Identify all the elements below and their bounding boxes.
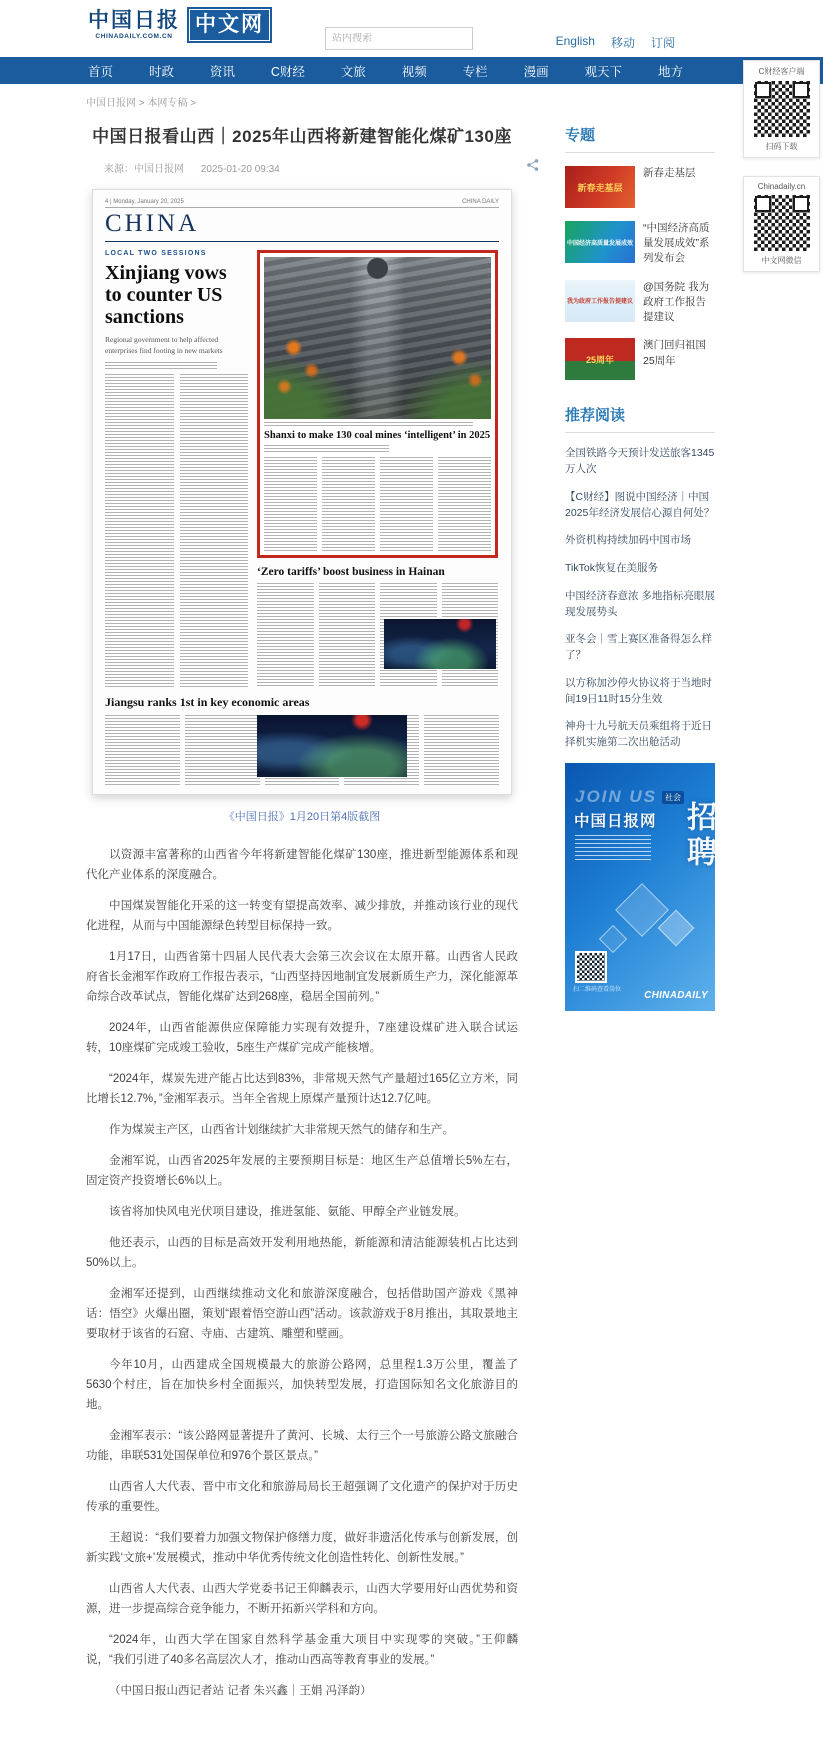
banner-recruit-text: 招聘 [682,800,715,871]
newspaper-kicker: LOCAL TWO SESSIONS [105,250,207,257]
link-english[interactable]: English [555,34,595,48]
newspaper-date: 4 | Monday, January 20, 2025 [105,199,184,205]
breadcrumb-separator: > [138,98,145,109]
image-caption: 《中国日报》1月20日第4版截图 [223,811,381,823]
article-paragraph: 山西省人大代表、山西大学党委书记王仰麟表示，山西大学要用好山西优势和资源，进一步提高综合竞争能力，不断开拓新兴学科和方向。 [86,1583,518,1615]
banner-cube-decoration [599,925,627,953]
newspaper-text-column [319,583,376,688]
article-meta [86,160,518,175]
nav-columns[interactable]: 专栏 [462,64,488,79]
article-paragraph: 作为煤炭主产区，山西省计划继续扩大非常规天然气的储存和生产。 [109,1124,454,1136]
recommended-item[interactable]: 亚冬会｜雪上赛区准备得怎么样了？ [565,633,712,662]
content [0,84,823,1742]
recommended-item[interactable]: 全国铁路今天预计发送旅客1345万人次 [565,447,715,476]
article-paragraph: 该省将加快风电光伏项目建设，推进氢能、氨能、甲醇全产业链发展。 [109,1206,466,1218]
nav-video[interactable]: 视频 [401,64,427,79]
newspaper-text-column [105,374,174,688]
newspaper-text-column [380,457,433,551]
newspaper-section-label: CHINA [105,208,499,242]
breadcrumb-home[interactable]: 中国日报网 [86,98,136,109]
logo-domain: CHINADAILY.COM.CN [95,33,173,40]
newspaper-page-image [92,189,512,795]
banner-join-us-text: JOIN US [575,786,658,806]
topic-thumbnail: 新春走基层 [565,166,635,208]
recommended-item[interactable]: 神舟十九号航天员乘组将于近日择机实施第二次出舱活动 [565,720,712,749]
article-column [86,84,518,1712]
link-mobile[interactable]: 移动 [610,36,635,50]
wechat-qr-box [743,176,820,272]
article-paragraph: 山西省人大代表、晋中市文化和旅游局局长王超强调了文化遗产的保护对于历史传承的重要性。 [86,1481,518,1513]
hainan-port-photo [384,619,496,669]
article-paragraph: 金湘军还提到，山西继续推动文化和旅游深度融合，包括借助国产游戏《黑神话：悟空》火爆出圈，策划“跟着悟空游山西”活动。该款游戏于8月推出，其取景地主要取材于该省的石窟、寺庙、古建筑、雕塑和壁画。 [86,1288,518,1340]
newspaper-lead-article [105,250,248,688]
breadcrumb-section[interactable]: 本网专稿 [147,98,188,109]
share-icon [526,158,540,172]
newspaper-folio [105,199,499,208]
highlighted-article-box [257,250,498,558]
recommended-item[interactable]: 以方称加沙停火协议将于当地时间19日11时15分生效 [565,676,712,705]
wechat-qr-caption: 中文网微信 [761,256,802,265]
recommended-item[interactable]: 中国经济春意浓 多地指标亮眼展现发展势头 [565,589,715,618]
header-links [556,34,675,51]
jiangsu-headline: Jiangsu ranks 1st in key economic areas [105,695,310,709]
banner-qr-caption: 扫二维码查看岗位 [573,986,622,993]
topic-label: 新春走基层 [643,167,696,179]
article-body [86,845,518,1701]
article-paragraph: 王超说：“我们要着力加强文物保护修缮力度，做好非遗活化传承与创新发展，创新实践‘文旅+’发展模式，推动中华优秀传统文化创造性转化、创新性发展。” [86,1532,518,1564]
search-input[interactable] [326,33,470,44]
site-header [0,0,823,57]
article-source: 来源：中国日报网 [104,164,184,175]
article-paragraph: 中国煤炭智能化开采的这一转变有望提高效率、减少排放，并推动该行业的现代化进程，从而与中国能源绿色转型目标保持一致。 [86,900,518,932]
nav-regional[interactable]: 地方 [657,64,683,79]
banner-fine-print [575,835,651,863]
article-paragraph: 今年10月，山西建成全国规模最大的旅游公路网，总里程1.3万公里，覆盖了5630个村庄，旨在加快乡村全面振兴，加快转型发展，打造国际知名文化旅游目的地。 [86,1359,518,1411]
recommended-heading: 推荐阅读 [565,404,715,433]
article-paragraph: 以资源丰富著称的山西省今年将新建智能化煤矿130座，推进新型能源体系和现代化产业体系的深度融合。 [86,849,518,881]
wechat-qr-code [754,195,810,251]
topic-item[interactable] [565,221,715,267]
nav-comics[interactable]: 漫画 [523,64,549,79]
article-paragraph: 金湘军表示：“该公路网显著提升了黄河、长城、太行三个一号旅游公路文旅融合功能，串联531处国保单位和976个景区景点。” [86,1430,518,1462]
highlighted-byline [264,445,389,452]
newspaper-text-column [185,715,260,787]
topic-item[interactable] [565,280,715,326]
article-paragraph: “2024年，煤炭先进产能占比达到83%，非常规天然气产量超过165亿立方米，同比增长12.7%，”金湘军表示。当年全省规上原煤产量预计达12.7亿吨。 [86,1073,518,1105]
newspaper-text-column [180,374,249,688]
article-paragraph: 他还表示，山西的目标是高效开发利用地热能，新能源和清洁能源装机占比达到50%以上。 [86,1237,518,1269]
topic-thumbnail: 25周年 [565,338,635,380]
newspaper-text-column [322,457,375,551]
nav-home[interactable]: 首页 [88,64,114,79]
recommended-item[interactable]: 外资机构持续加码中国市场 [565,534,691,547]
topic-label: @国务院 我为政府工作报告提建议 [643,280,710,324]
breadcrumb [86,94,518,109]
newspaper-text-column [424,715,499,787]
newspaper-text-column [438,457,491,551]
article-paragraph: 金湘军说，山西省2025年发展的主要预期目标是：地区生产总值增长5%左右，固定资产投资增长6%以上。 [86,1155,518,1187]
topics-heading: 专题 [565,124,715,153]
breadcrumb-separator: > [190,98,197,109]
site-logo[interactable] [88,7,272,43]
pingyao-ancient-city-photo [264,257,491,419]
nav-culture-travel[interactable]: 文旅 [340,64,366,79]
nav-finance[interactable]: C财经 [270,64,305,79]
recommended-section [565,404,715,751]
logo-chinese-web-badge: 中文网 [187,7,272,43]
banner-chinadaily-logo: CHINADAILY [644,989,708,1001]
hainan-article [257,565,498,688]
article-paragraph: “2024年，山西大学在国家自然科学基金重大项目中实现零的突破。”王仰麟说，“我们引进了40多名高层次人才，推动山西高等教育事业的发展。” [86,1634,518,1666]
topic-label: 澳门回归祖国25周年 [643,339,706,367]
page-title: 中国日报看山西｜2025年山西将新建智能化煤矿130座 [92,127,512,146]
topic-label: “中国经济高质量发展成效”系列发布会 [643,222,710,265]
sidebar [565,84,715,1712]
highlighted-headline: Shanxi to make 130 coal mines ‘intelligent’ in 2025 [264,430,491,441]
logo-chinese-title: 中国日报 [88,8,180,32]
app-qr-box [743,60,820,158]
recruitment-banner[interactable] [565,763,715,1011]
nav-news[interactable]: 资讯 [209,64,235,79]
logo-wordmark [88,10,180,40]
banner-badge: 社会 [662,791,684,804]
newspaper-text-column [257,583,314,688]
newspaper-lead-byline [105,362,217,369]
topic-thumbnail: 我为政府工作报告提建议 [565,280,635,322]
topic-thumbnail: 中国经济高质量发展成效 [565,221,635,263]
search-box [325,27,473,50]
qr-panel [743,60,820,290]
newspaper-lead-headline: Xinjiang vows to counter US sanctions [105,262,227,328]
app-qr-title: C财经客户端 [758,67,805,76]
app-qr-code [754,81,810,137]
newspaper-lead-deck: Regional government to help affected enterprises find footing in new markets [105,335,223,355]
newspaper-text-column [105,715,180,787]
topic-item[interactable] [565,166,715,208]
wechat-qr-title: Chinadaily.cn [757,182,806,191]
article-datetime: 2025-01-20 09:34 [200,164,280,175]
banner-brand: 中国日报网 [574,812,657,830]
hainan-headline: ‘Zero tariffs’ boost business in Hainan [257,566,445,578]
topic-item[interactable] [565,338,715,380]
article-paragraph: 2024年，山西省能源供应保障能力实现有效提升，7座建设煤矿进入联合试运转，10座煤矿完成竣工验收，5座生产煤矿完成产能核增。 [86,1022,518,1054]
share-button[interactable] [526,158,540,175]
nav-politics[interactable]: 时政 [148,64,174,79]
recommended-item[interactable]: 【C财经】图说中国经济｜中国2025年经济发展信心源自何处？ [565,490,715,519]
link-subscribe[interactable]: 订阅 [650,36,675,50]
newspaper-masthead: CHINA DAILY [462,199,499,205]
main-nav [0,57,823,84]
newspaper-text-column [264,457,317,551]
banner-qr-code [575,951,607,983]
nav-world-view[interactable]: 观天下 [584,64,623,79]
app-qr-caption: 扫码下载 [765,142,798,151]
article-paragraph: 1月17日，山西省第十四届人民代表大会第三次会议在太原开幕。山西省人民政府省长金湘军作政府工作报告表示，“山西坚持因地制宜发展新质生产力，深化能源革命综合改革试点，智能化煤矿达到268座，稳居全国前列。” [86,951,518,1003]
jiangsu-night-photo [257,715,407,777]
article-byline: （中国日报山西记者站 记者 朱兴鑫｜王娟 冯泽韵） [109,1685,372,1697]
recommended-item[interactable]: TikTok恢复在美服务 [565,562,658,575]
newspaper-photo-caption [264,422,473,426]
jiangsu-article [105,695,499,787]
